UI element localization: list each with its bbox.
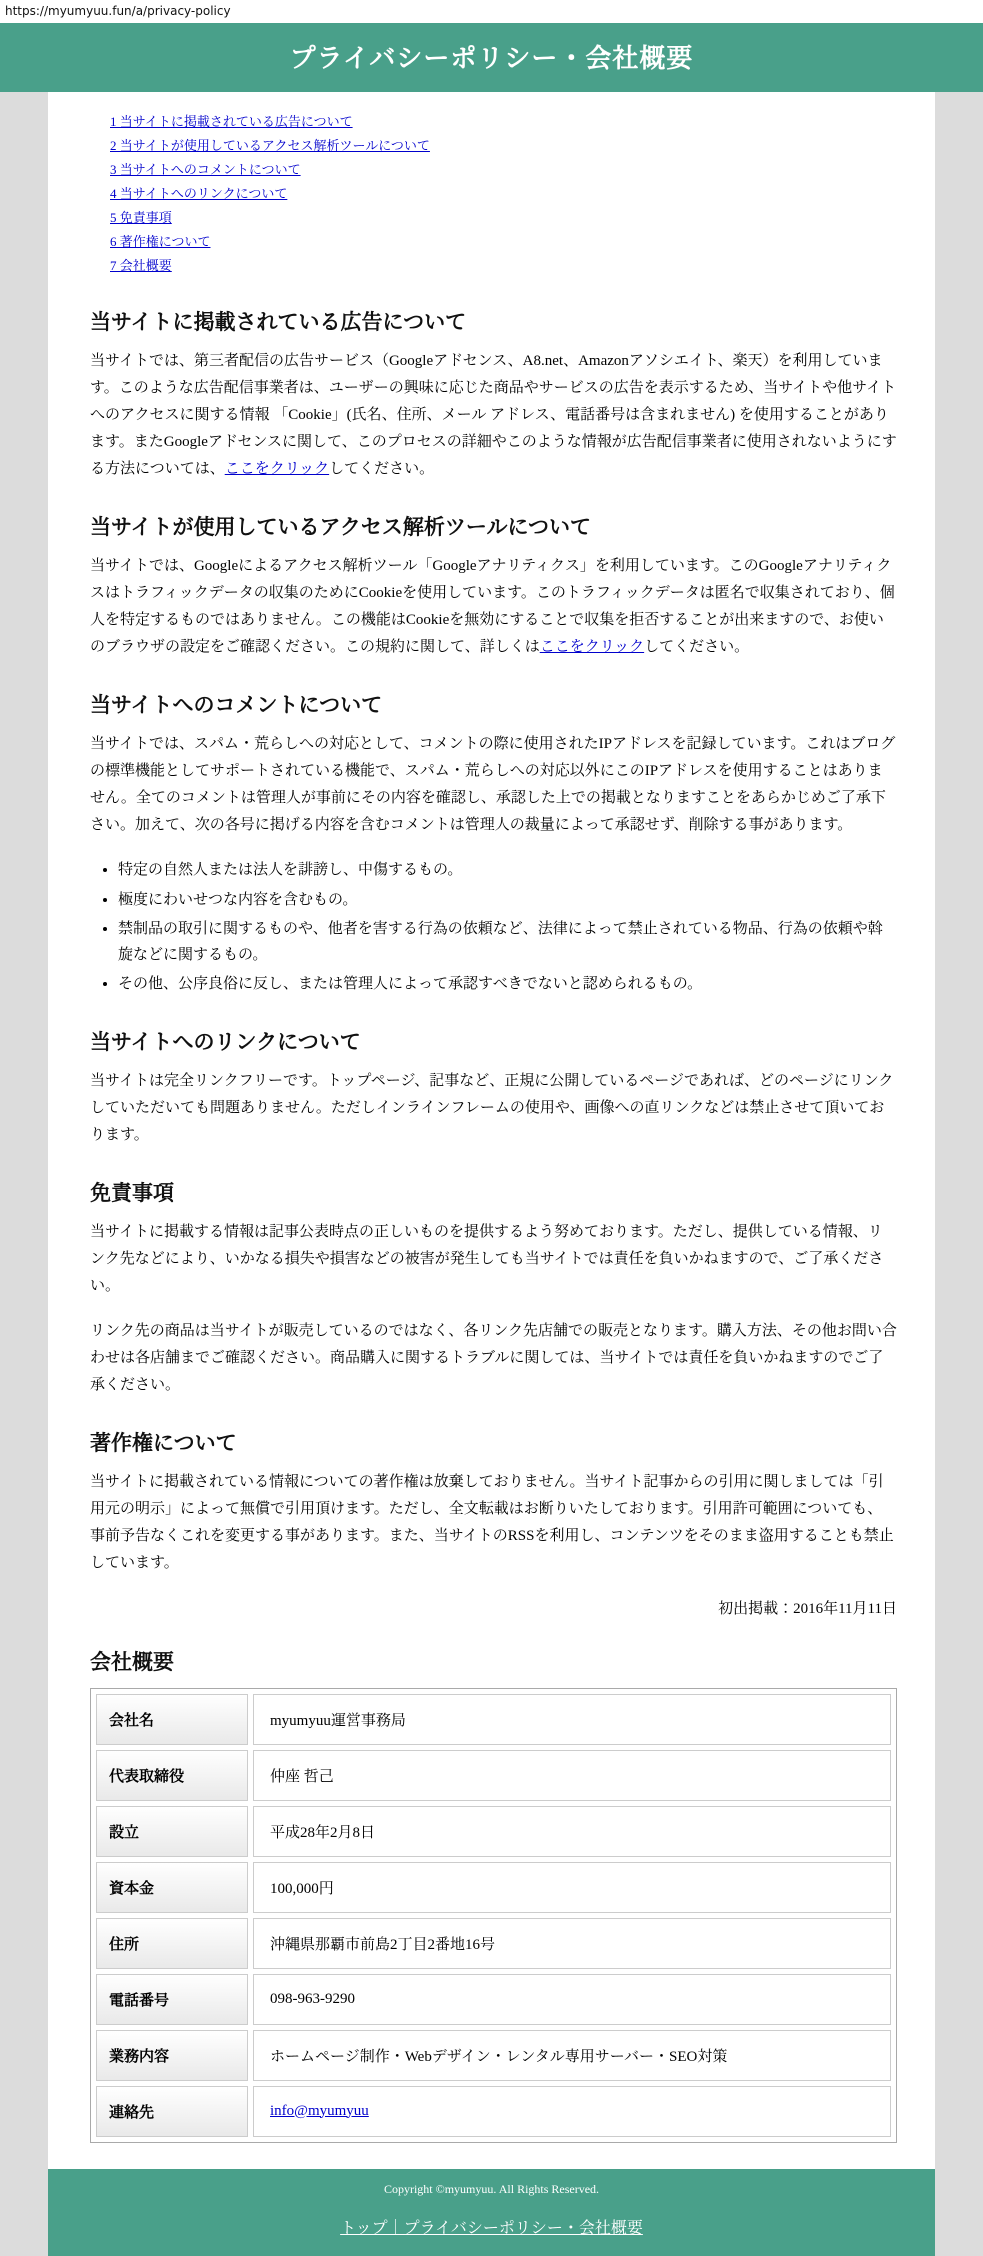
ads-paragraph-tail: してください。	[329, 461, 435, 478]
first-published-date: 初出掲載：2016年11月11日	[718, 1600, 897, 1617]
ads-click-here-link[interactable]: ここをクリック	[224, 461, 330, 478]
table-row	[96, 1806, 891, 1857]
section-company	[90, 1646, 897, 2143]
section-ads	[90, 306, 897, 483]
company-row-label: 連絡先	[96, 2086, 248, 2137]
comments-paragraph: 当サイトでは、スパム・荒らしへの対応として、コメントの際に使用されたIPアドレスを記録しています。これはブログの標準機能としてサポートされている機能で、スパム・荒らしへの対応以外にこのIPアドレスを使用することはありません。全てのコメントは管理人が事前にその内容を確認し、承認した上での掲載となりますことをあらかじめご了承下さい。加えて、次の各号に掲げる内容を含むコメントは管理人の裁量によって承認せず、削除する事があります。	[90, 736, 896, 834]
contact-email-link[interactable]: info@myumyuu	[270, 2102, 369, 2119]
analytics-click-here-link[interactable]: ここをクリック	[539, 639, 645, 656]
footer-nav	[48, 2215, 935, 2238]
browser-url-text: https://myumyuu.fun/a/privacy-policy	[0, 0, 983, 23]
company-row-value: 沖縄県那覇市前島2丁目2番地16号	[253, 1918, 891, 1969]
toc-link-company[interactable]: 7 会社概要	[110, 258, 172, 274]
toc-link-ads[interactable]: 1 当サイトに掲載されている広告について	[110, 114, 353, 129]
table-row	[96, 1750, 891, 1801]
section-heading-company: 会社概要	[90, 1650, 174, 1674]
toc-link-links[interactable]: 4 当サイトへのリンクについて	[110, 186, 288, 202]
disclaimer-paragraph-1: 当サイトに掲載する情報は記事公表時点の正しいものを提供するよう努めております。ただし、提供している情報、リンク先などにより、いかなる損失や損害などの被害が発生しても当サイトでは責任を負いかねますので、ご了承ください。	[90, 1223, 884, 1294]
company-row-value	[253, 2086, 891, 2137]
table-row	[96, 1862, 891, 1913]
ads-paragraph-text: 当サイトでは、第三者配信の広告サービス（Googleアドセンス、A8.net、Amazonアソシエイト、楽天）を利用しています。このような広告配信事業者は、ユーザーの興味に応じた商品やサービスの広告を表示するため、当サイトや他サイトへのアクセスに関する情報 「Cookie」(氏名、住所、メール アドレス、電話番号は含まれません) を使用することがあります。またGoogleアドセンスに関して、このプロセスの詳細やこのような情報が広告配信事業者に使用されないようにする方法については、	[90, 353, 897, 478]
company-info-table	[90, 1688, 897, 2143]
company-row-label: 資本金	[96, 1862, 248, 1913]
company-row-value: 098-963-9290	[253, 1974, 891, 2025]
copyright-paragraph: 当サイトに掲載されている情報についての著作権は放棄しておりません。当サイト記事からの引用に関しましては「引用元の明示」によって無償で引用頂けます。ただし、全文転載はお断りいたしております。引用許可範囲についても、事前予告なくこれを変更する事があります。また、当サイトのRSSを利用し、コンテンツをそのまま盗用することも禁止しています。	[90, 1473, 894, 1571]
company-row-label: 会社名	[96, 1694, 248, 1745]
company-row-value: 100,000円	[253, 1862, 891, 1913]
section-copyright-policy	[90, 1427, 897, 1618]
page-header	[0, 23, 983, 92]
list-item: • 禁制品の取引に関するものや、他者を害する行為の依頼など、法律によって禁止されている物品、行為の依頼や斡旋などに関するもの。	[118, 916, 897, 969]
section-heading-copyright: 著作権について	[90, 1431, 237, 1455]
company-row-value: 仲座 哲己	[253, 1750, 891, 1801]
analytics-paragraph-text: 当サイトでは、Googleによるアクセス解析ツール「Googleアナリティクス」を利用しています。このGoogleアナリティクスはトラフィックデータの収集のためにCookieを使用しています。このトラフィックデータは匿名で収集されており、個人を特定するものではありません。この機能はCookieを無効にすることで収集を拒否することが出来ますので、お使いのブラウザの設定をご確認ください。この規約に関して、詳しくは	[90, 558, 895, 656]
section-analytics	[90, 511, 897, 661]
toc-link-disclaimer[interactable]: 5 免責事項	[110, 210, 172, 226]
comment-rules-list	[90, 857, 897, 997]
toc-link-comments[interactable]: 3 当サイトへのコメントについて	[110, 162, 301, 178]
toc-link-analytics[interactable]: 2 当サイトが使用しているアクセス解析ツールについて	[110, 138, 430, 154]
section-heading-disclaimer: 免責事項	[90, 1181, 174, 1205]
table-of-contents	[110, 110, 897, 278]
analytics-paragraph	[90, 553, 897, 661]
toc-link-copyright[interactable]: 6 著作権について	[110, 234, 211, 250]
links-paragraph: 当サイトは完全リンクフリーです。トップページ、記事など、正規に公開しているページであれば、どのページにリンクしていただいても問題ありません。ただしインラインフレームの使用や、画像への直リンクなどは禁止させて頂いております。	[90, 1072, 894, 1143]
analytics-paragraph-tail: してください。	[644, 639, 750, 656]
main-content	[48, 92, 935, 2169]
company-row-value: myumyuu運営事務局	[253, 1694, 891, 1745]
footer-nav-link[interactable]: トップ｜プライバシーポリシー・会社概要	[340, 2219, 643, 2237]
list-item: • その他、公序良俗に反し、または管理人によって承認すべきでないと認められるもの。	[118, 971, 897, 997]
section-heading-comments: 当サイトへのコメントについて	[90, 694, 383, 718]
company-row-label: 設立	[96, 1806, 248, 1857]
table-row	[96, 1974, 891, 2025]
disclaimer-paragraph-2: リンク先の商品は当サイトが販売しているのではなく、各リンク先店舗での販売となります。購入方法、その他お問い合わせは各店舗までご確認ください。商品購入に関するトラブルに関しては、当サイトでは責任を負いかねますのでご了承ください。	[90, 1322, 897, 1393]
company-row-label: 電話番号	[96, 1974, 248, 2025]
company-row-value: 平成28年2月8日	[253, 1806, 891, 1857]
section-comments	[90, 689, 897, 997]
company-row-value: ホームページ制作・Webデザイン・レンタル専用サーバー・SEO対策	[253, 2030, 891, 2081]
company-row-label: 代表取締役	[96, 1750, 248, 1801]
company-row-label: 住所	[96, 1918, 248, 1969]
company-row-label: 業務内容	[96, 2030, 248, 2081]
section-links	[90, 1026, 897, 1149]
page-footer	[48, 2169, 935, 2256]
list-item: • 極度にわいせつな内容を含むもの。	[118, 887, 897, 913]
table-row	[96, 2086, 891, 2137]
table-row	[96, 1694, 891, 1745]
page-column	[48, 92, 935, 2256]
page-title: プライバシーポリシー・会社概要	[289, 43, 694, 73]
table-row	[96, 2030, 891, 2081]
table-row	[96, 1918, 891, 1969]
copyright-notice: Copyright ©myumyuu. All Rights Reserved.	[383, 2181, 600, 2196]
section-heading-analytics: 当サイトが使用しているアクセス解析ツールについて	[90, 516, 592, 540]
section-heading-links: 当サイトへのリンクについて	[90, 1030, 361, 1054]
list-item: • 特定の自然人または法人を誹謗し、中傷するもの。	[118, 857, 897, 883]
ads-paragraph	[90, 348, 897, 483]
section-disclaimer	[90, 1177, 897, 1399]
section-heading-ads: 当サイトに掲載されている広告について	[90, 311, 467, 335]
